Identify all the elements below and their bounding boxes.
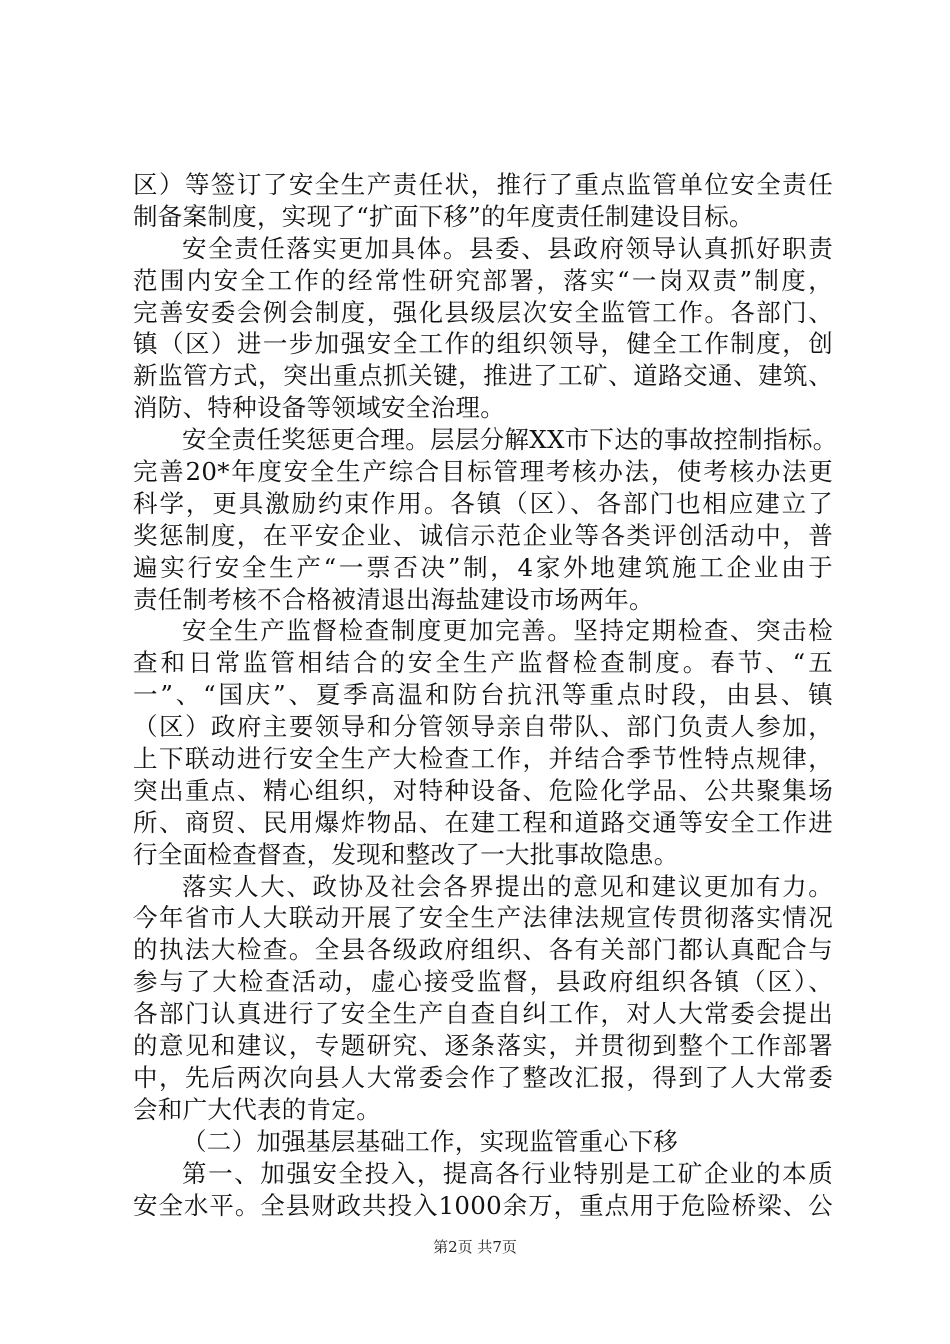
text-line: 落实人大、政协及社会各界提出的意见和建议更加有力。 (182, 871, 833, 901)
text-line: 范围内安全工作的经常性研究部署，落实“一岗双责”制度， (133, 265, 833, 295)
text-line: 突出重点、精心组织，对特种设备、危险化学品、公共聚集场 (133, 775, 833, 805)
text-line: 完善安委会例会制度，强化县级层次安全监管工作。各部门、 (133, 297, 833, 327)
text-line: 上下联动进行安全生产大检查工作，并结合季节性特点规律， (133, 744, 833, 774)
text-line: 的执法大检查。全县各级政府组织、各有关部门都认真配合与 (133, 935, 833, 965)
text-line: 行全面检查督查，发现和整改了一大批事故隐患。 (133, 839, 679, 869)
text-line: 安全水平。全县财政共投入1000余万，重点用于危险桥梁、公 (133, 1190, 833, 1220)
text-line: 责任制考核不合格被清退出海盐建设市场两年。 (133, 584, 654, 614)
text-line: 镇（区）进一步加强安全工作的组织领导，健全工作制度，创 (133, 329, 833, 359)
text-line: 第一、加强安全投入，提高各行业特别是工矿企业的本质 (182, 1158, 833, 1188)
text-line: 查和日常监管相结合的安全生产监督检查制度。春节、“五 (133, 648, 833, 678)
page-footer: 第2页 共7页 (433, 1238, 517, 1256)
text-line: 的意见和建议，专题研究、逐条落实，并贯彻到整个工作部署 (133, 1031, 833, 1061)
text-line: 遍实行安全生产“一票否决”制，4家外地建筑施工企业由于 (133, 552, 833, 582)
text-line: 各部门认真进行了安全生产自查自纠工作，对人大常委会提出 (133, 999, 833, 1029)
text-line: 参与了大检查活动，虚心接受监督，县政府组织各镇（区）、 (133, 967, 833, 997)
text-line: （二）加强基层基础工作，实现监管重心下移 (182, 1126, 678, 1156)
text-line: 安全责任奖惩更合理。层层分解XX市下达的事故控制指标。 (182, 425, 838, 455)
text-line: （区）政府主要领导和分管领导亲自带队、部门负责人参加， (133, 712, 833, 742)
text-line: 安全责任落实更加具体。县委、县政府领导认真抓好职责 (182, 233, 833, 263)
text-line: 会和广大代表的肯定。 (133, 1094, 381, 1124)
text-line: 完善20*年度安全生产综合目标管理考核办法，使考核办法更 (133, 457, 833, 487)
text-line: 所、商贸、民用爆炸物品、在建工程和道路交通等安全工作进 (133, 807, 833, 837)
text-line: 科学，更具激励约束作用。各镇（区）、各部门也相应建立了 (133, 488, 833, 518)
text-line: 今年省市人大联动开展了安全生产法律法规宣传贯彻落实情况 (133, 903, 833, 933)
text-line: 制备案制度，实现了“扩面下移”的年度责任制建设目标。 (133, 201, 754, 231)
text-line: 奖惩制度，在平安企业、诚信示范企业等各类评创活动中，普 (133, 520, 833, 550)
text-line: 区）等签订了安全生产责任状，推行了重点监管单位安全责任 (133, 170, 833, 199)
text-line: 消防、特种设备等领域安全治理。 (133, 393, 505, 423)
text-line: 一”、“国庆”、夏季高温和防台抗汛等重点时段，由县、镇 (133, 680, 833, 710)
document-body (133, 169, 838, 1221)
text-line: 新监管方式，突出重点抓关键，推进了工矿、道路交通、建筑、 (133, 361, 833, 391)
text-line: 中，先后两次向县人大常委会作了整改汇报，得到了人大常委 (133, 1062, 833, 1092)
text-line: 安全生产监督检查制度更加完善。坚持定期检查、突击检 (182, 616, 833, 646)
